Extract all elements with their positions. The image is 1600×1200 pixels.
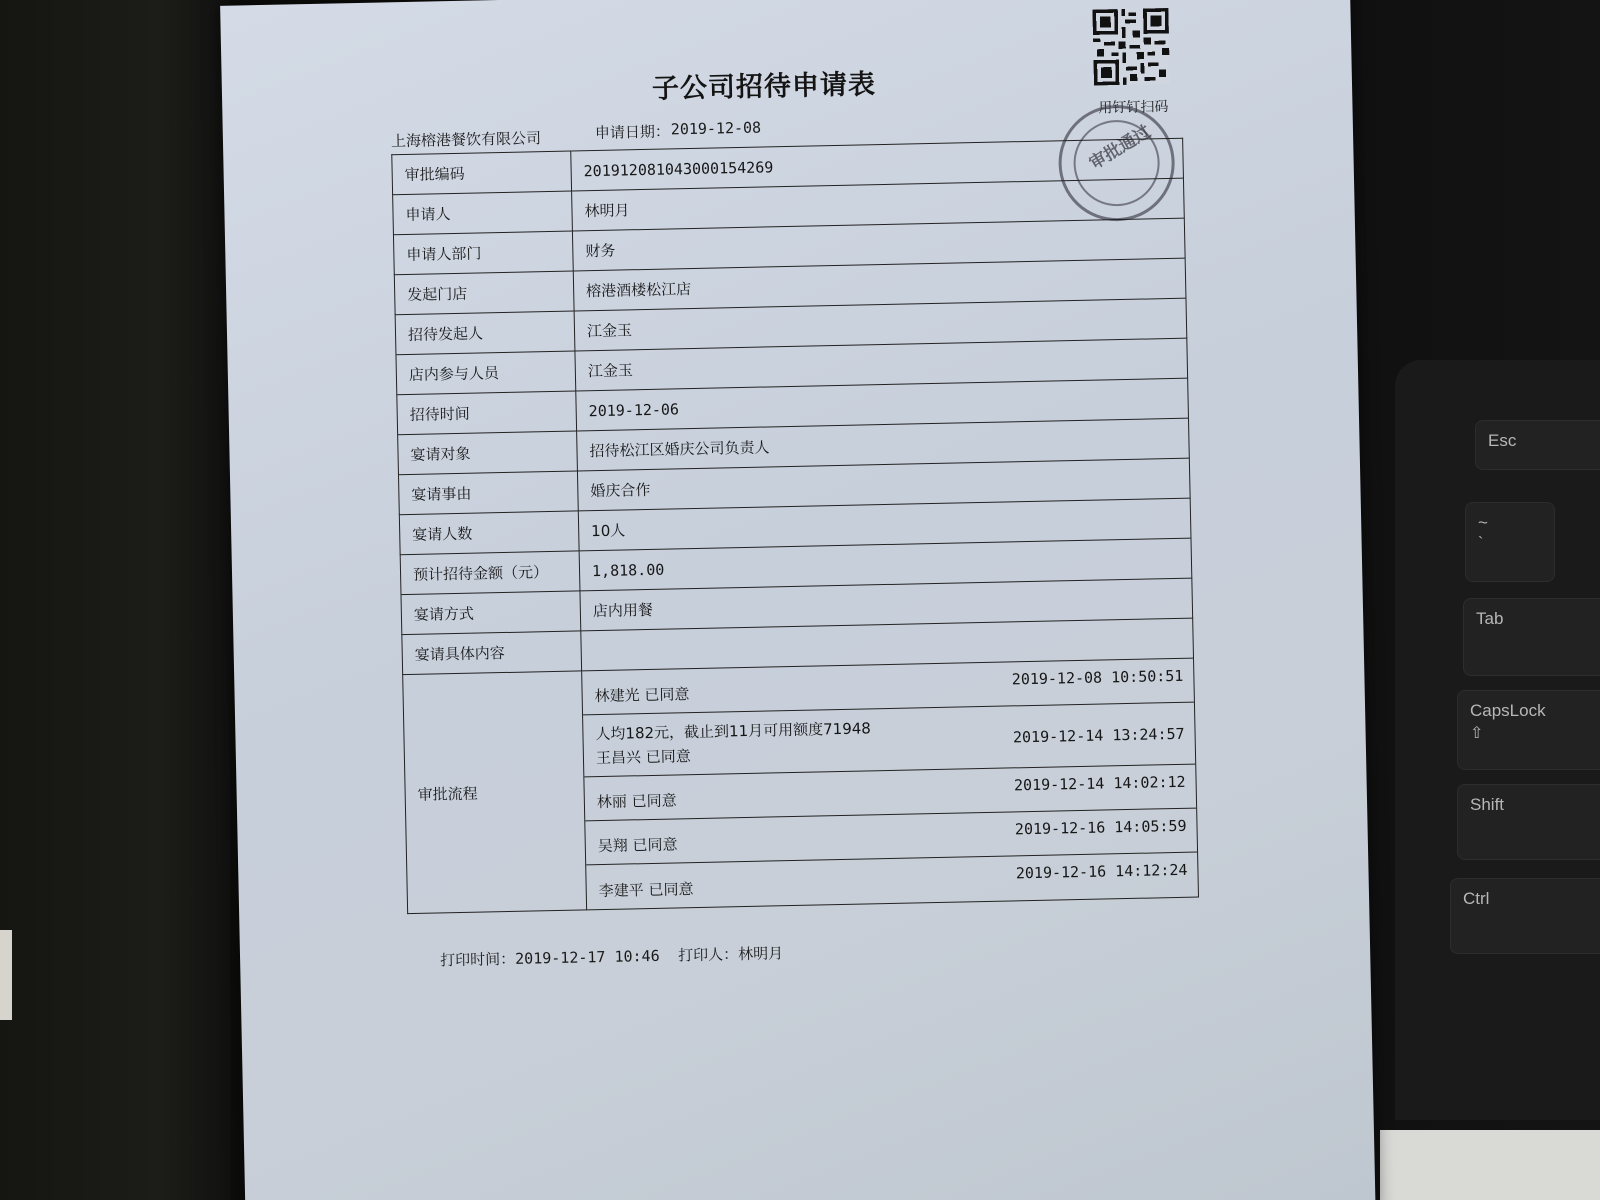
flow-step-approver: 吴翔 已同意	[597, 835, 678, 856]
key-backtick-label: `	[1478, 535, 1484, 552]
laptop-keyboard	[1395, 360, 1600, 1120]
row-value: 1,818.00	[579, 538, 1192, 591]
row-value: 江金玉	[575, 338, 1188, 391]
desk-surface-left	[0, 0, 230, 1200]
print-time	[440, 945, 660, 971]
flow-step-approver: 王昌兴 已同意	[595, 747, 691, 768]
flow-step-time: 2019-12-14 13:24:57	[1012, 724, 1185, 747]
row-label: 招待时间	[397, 391, 577, 435]
key-shift-label: Shift	[1470, 795, 1505, 814]
flow-step-time: 2019-12-08 10:50:51	[1011, 666, 1184, 689]
key-capslock-label: CapsLock	[1470, 701, 1546, 720]
flow-step-approver: 李建平 已同意	[598, 880, 694, 901]
row-label: 宴请具体内容	[402, 631, 582, 675]
key-tilde	[1465, 502, 1555, 582]
flow-step-approver: 林建光 已同意	[594, 685, 690, 706]
row-label: 宴请人数	[399, 511, 579, 555]
row-label: 店内参与人员	[396, 351, 576, 395]
row-value: 201912081043000154269	[571, 138, 1184, 191]
row-value: 婚庆合作	[577, 458, 1190, 511]
key-capslock	[1457, 690, 1600, 770]
print-time-label: 打印时间：	[439, 949, 516, 970]
flow-steps	[582, 658, 1199, 910]
application-table	[391, 138, 1199, 914]
key-ctrl	[1450, 878, 1600, 954]
flow-label: 审批流程	[403, 671, 587, 914]
row-label: 预计招待金额（元）	[400, 551, 580, 595]
paper-edge-left	[0, 930, 12, 1020]
desk-light-strip	[1380, 1130, 1600, 1200]
row-value: 江金玉	[574, 298, 1187, 351]
row-value: 10人	[578, 498, 1191, 551]
row-label: 审批编码	[392, 151, 572, 195]
caps-arrow-icon: ⇧	[1470, 725, 1484, 742]
key-ctrl-label: Ctrl	[1463, 889, 1490, 908]
form-title: 子公司招待申请表	[651, 69, 877, 105]
row-value: 榕港酒楼松江店	[573, 258, 1186, 311]
printed-form-sheet	[220, 0, 1376, 1200]
key-esc-label: Esc	[1488, 431, 1517, 450]
printer	[678, 942, 783, 965]
key-tab	[1463, 598, 1600, 676]
apply-date-label: 申请日期：	[594, 122, 671, 143]
stamp-text: 审批通过	[1086, 121, 1155, 175]
flow-step-note: 人均182元，截止到11月可用额度71948	[595, 719, 872, 744]
qr-caption: 用钉钉扫码	[1098, 98, 1169, 117]
row-value: 财务	[572, 218, 1185, 271]
key-tab-label: Tab	[1476, 609, 1504, 628]
row-label: 申请人	[393, 191, 573, 235]
row-label: 发起门店	[394, 271, 574, 315]
qr-code-icon	[1092, 8, 1170, 86]
flow-step-time: 2019-12-16 14:12:24	[1015, 860, 1188, 883]
row-label: 招待发起人	[395, 311, 575, 355]
flow-step-approver: 林丽 已同意	[596, 791, 677, 812]
row-value: 店内用餐	[580, 578, 1193, 631]
print-time-value: 2019-12-17 10:46	[514, 946, 660, 968]
row-label: 宴请对象	[398, 431, 578, 475]
flow-step-time: 2019-12-14 14:02:12	[1013, 772, 1186, 795]
row-label: 申请人部门	[393, 231, 573, 275]
printer-value: 林明月	[737, 944, 784, 964]
printer-label: 打印人：	[677, 945, 739, 965]
company-name: 上海榕港餐饮有限公司	[390, 129, 542, 151]
key-esc	[1475, 420, 1600, 470]
row-value: 2019-12-06	[576, 378, 1189, 431]
row-value: 招待松江区婚庆公司负责人	[577, 418, 1190, 471]
row-value: 林明月	[572, 178, 1185, 231]
flow-step-time: 2019-12-16 14:05:59	[1014, 816, 1187, 839]
row-label: 宴请事由	[398, 471, 578, 515]
key-shift	[1457, 784, 1600, 860]
row-label: 宴请方式	[401, 591, 581, 635]
approval-flow-row	[403, 658, 1199, 914]
key-tilde-label: ~	[1478, 513, 1488, 532]
apply-date-value: 2019-12-08	[670, 118, 762, 139]
